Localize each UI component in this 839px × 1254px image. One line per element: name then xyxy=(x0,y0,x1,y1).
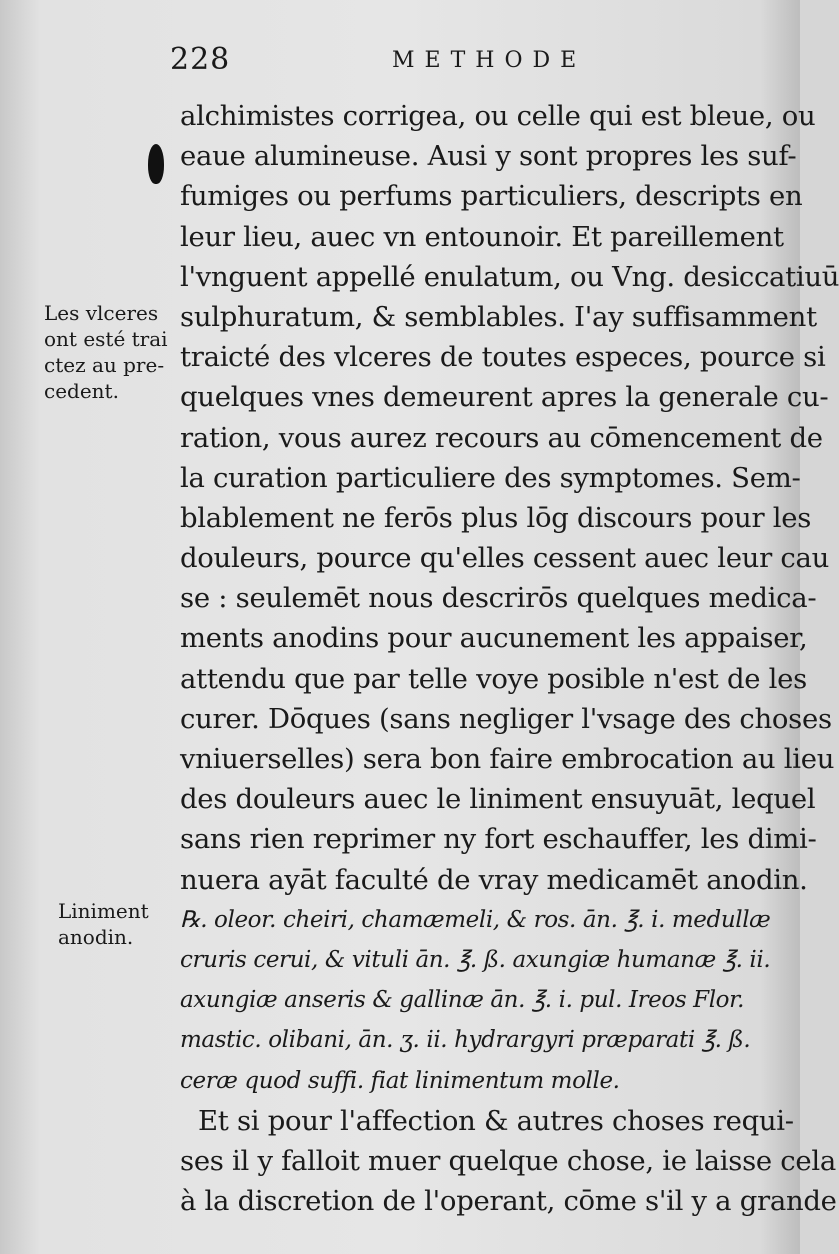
text-line: ses il y falloit muer quelque chose, ie laisse cela xyxy=(180,1144,836,1177)
margin-note-line: Liniment xyxy=(58,899,149,923)
recipe-line: mastic. olibani, ān. ʒ. ii. hydrargyri præparati ℥. ß. xyxy=(180,1027,751,1054)
margin-note-liniment xyxy=(58,898,149,950)
text-line: à la discretion de l'operant, cōme s'il y a grande xyxy=(180,1185,837,1218)
text-line: ration, vous aurez recours au cōmencement de xyxy=(180,421,823,454)
text-line: fumiges ou perfums particuliers, descripts en xyxy=(180,180,803,213)
text-line: eaue alumineuse. Ausi y sont propres les suf- xyxy=(180,140,797,173)
text-line: des douleurs auec le liniment ensuyuāt, lequel xyxy=(180,783,816,816)
text-line: attendu que par telle voye posible n'est de les xyxy=(180,662,807,695)
margin-note-line: ont esté trai xyxy=(44,327,168,351)
text-line: quelques vnes demeurent apres la generale cu- xyxy=(180,381,829,414)
margin-note-vlceres xyxy=(44,300,168,404)
recipe-line: cruris cerui, & vituli ān. ℥. ß. axungiæ humanæ ℥. ii. xyxy=(180,946,771,973)
text-line: se : seulemēt nous descrirōs quelques medica- xyxy=(180,582,817,615)
margin-note-line: ctez au pre- xyxy=(44,353,165,377)
running-title: METHODE xyxy=(392,48,587,73)
text-line: alchimistes corrigea, ou celle qui est bleue, ou xyxy=(180,100,816,132)
margin-note-line: cedent. xyxy=(44,379,119,403)
text-line: curer. Dōques (sans negliger l'vsage des choses xyxy=(180,702,832,735)
text-line: sans rien reprimer ny fort eschauffer, les dimi- xyxy=(180,823,817,856)
text-line: l'vnguent appellé enulatum, ou Vng. desiccatiuū xyxy=(180,260,839,293)
text-line: la curation particuliere des symptomes. Sem- xyxy=(180,461,801,494)
page-number: 228 xyxy=(170,42,231,77)
text-line: sulphuratum, & semblables. I'ay suffisamment xyxy=(180,300,817,333)
recipe-line: ceræ quod suffi. fiat linimentum molle. xyxy=(180,1067,620,1094)
margin-note-line: anodin. xyxy=(58,925,134,949)
text-line: leur lieu, auec vn entounoir. Et pareillement xyxy=(180,220,784,253)
text-line: vniuerselles) sera bon faire embrocation au lieu xyxy=(180,743,835,775)
recipe-line: ℞. oleor. cheiri, chamæmeli, & ros. ān. ℥. i. medullæ xyxy=(180,906,771,933)
margin-note-line: Les vlceres xyxy=(44,301,159,325)
body-text xyxy=(180,96,839,1221)
text-line: nuera ayāt faculté de vray medicamēt anodin. xyxy=(180,863,808,896)
text-line: ments anodins pour aucunement les appaiser, xyxy=(180,622,808,655)
text-line: douleurs, pource qu'elles cessent auec leur cau xyxy=(180,542,829,575)
text-line: traicté des vlceres de toutes especes, pource si xyxy=(180,341,826,374)
recipe-line: axungiæ anseris & gallinæ ān. ℥. i. pul. Ireos Flor. xyxy=(180,987,745,1014)
text-line: Et si pour l'affection & autres choses requi- xyxy=(198,1104,794,1137)
text-line: blablement ne ferōs plus lōg discours pour les xyxy=(180,501,812,534)
ink-blot xyxy=(148,144,164,184)
